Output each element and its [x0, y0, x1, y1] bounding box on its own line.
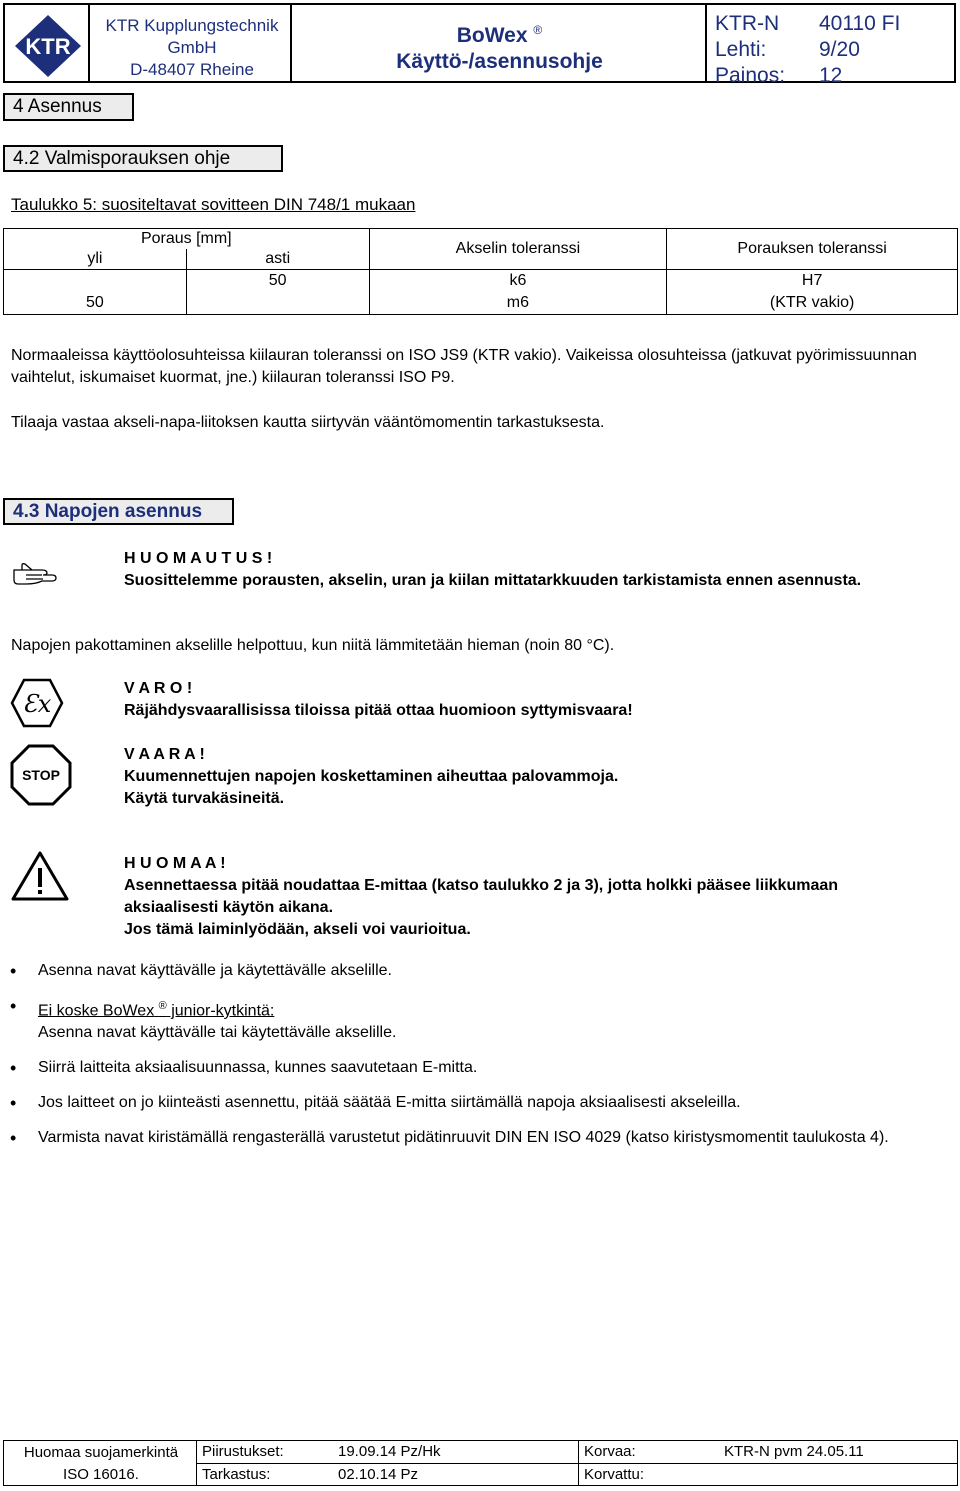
pointing-hand-icon	[12, 562, 58, 586]
company-address: D-48407 Rheine	[130, 60, 254, 79]
customer-responsibility-paragraph: Tilaaja vastaa akseli-napa-liitoksen kautta siirtyvän vääntömomentin tarkastuksesta.	[11, 414, 605, 431]
header-divider	[88, 5, 90, 81]
note-text: Suosittelemme porausten, akselin, uran ja kiilan mittatarkkuuden tarkistamista ennen asennusta.	[124, 572, 862, 589]
registered-mark: ®	[533, 23, 543, 37]
table-cell: (KTR vakio)	[667, 292, 958, 315]
hole-tolerance-header: Porauksen toleranssi	[667, 229, 958, 270]
list-item: • Jos laitteet on jo kiinteästi asennettu, pitää säätää E-mitta siirtämällä napoja aksiaalisesti akseleilla.	[0, 1092, 940, 1114]
to-header: asti	[186, 249, 369, 270]
bore-header: Poraus [mm]	[4, 229, 370, 250]
doc-label: KTR-N	[715, 12, 780, 35]
note-text: Asennettaessa pitää noudattaa E-mittaa (katso taulukko 2 ja 3), jotta holkki pääsee liikkumaan aksiaalisesti käytön aikana.	[124, 877, 839, 916]
header-divider	[290, 5, 292, 81]
list-item: • Asenna navat käyttävälle ja käytettävälle akselille.	[0, 960, 940, 982]
from-header: yli	[4, 249, 187, 270]
note-text: Jos tämä laiminlyödään, akseli voi vaurioitua.	[124, 921, 471, 938]
table-row	[4, 292, 958, 315]
keyway-tolerance-paragraph: Normaaleissa käyttöolosuhteissa kiilauran toleranssi on ISO JS9 (KTR vakio). Vaikeissa olosuhteissa (jatkuvat pyörimissuunnan vaihtelut, iskumaiset kuormat, jne.) kiilauran toleranssi ISO P9.	[11, 347, 917, 386]
svg-text:Ɛx: Ɛx	[22, 690, 52, 718]
company-form: GmbH	[167, 38, 217, 57]
explosion-hazard-icon	[10, 678, 64, 728]
list-item: • Siirrä laitteita aksiaalisuunnassa, kunnes saavutetaan E-mitta.	[0, 1057, 940, 1079]
shaft-tolerance-header: Akselin toleranssi	[369, 229, 667, 270]
note-title: H U O M A U T U S !	[124, 550, 273, 567]
page-number: 9/20	[819, 38, 860, 61]
section-heading-4-3: 4.3 Napojen asennus	[3, 498, 234, 525]
product-block	[297, 17, 702, 75]
table-cell: H7	[667, 270, 958, 293]
tolerance-table	[3, 228, 958, 315]
exception-heading: • Ei koske BoWex ® junior-kytkintä:	[38, 1000, 275, 1020]
company-name: KTR Kupplungstechnik	[105, 16, 279, 35]
document-meta	[715, 11, 900, 89]
table-caption: Taulukko 5: suositeltavat sovitteen DIN 748/1 mukaan	[11, 195, 416, 214]
checked-label: Tarkastus:	[202, 1466, 271, 1483]
section-heading-4-2: 4.2 Valmisporauksen ohje	[3, 145, 283, 172]
table-header-row	[4, 229, 958, 250]
note-text: Käytä turvakäsineitä.	[124, 790, 285, 807]
stop-icon	[10, 744, 72, 806]
document-header	[3, 3, 956, 87]
table-cell: k6	[369, 270, 667, 293]
note-danger	[124, 744, 924, 810]
company-block	[97, 15, 287, 81]
edition-label: Painos:	[715, 64, 786, 87]
table-cell: 50	[4, 292, 187, 315]
replaces-value: KTR-N pvm 24.05.11	[724, 1443, 864, 1460]
checked-value: 02.10.14 Pz	[338, 1466, 419, 1483]
svg-text:KTR: KTR	[25, 34, 71, 59]
note-text: Kuumennettujen napojen koskettaminen aiheuttaa palovammoja.	[124, 768, 619, 785]
note-title: V A R O !	[124, 680, 193, 697]
protection-notice: Huomaa suojamerkintä ISO 16016.	[23, 1444, 179, 1483]
replaced-by-label: Korvattu:	[584, 1466, 645, 1483]
note-text: Räjähdysvaarallisissa tiloissa pitää ottaa huomioon syttymisvaara!	[124, 702, 633, 719]
table-cell	[186, 292, 369, 315]
note-attention	[124, 853, 924, 941]
table-cell	[4, 270, 187, 293]
product-name: BoWex	[456, 24, 528, 47]
doc-number: 40110 FI	[819, 12, 901, 35]
page-label: Lehti:	[715, 38, 767, 61]
list-item: • Ei koske BoWex ® junior-kytkintä: Asenna navat käyttävälle tai käytettävälle akselille.	[0, 995, 940, 1044]
table-row	[4, 270, 958, 293]
table-cell: 50	[186, 270, 369, 293]
drawn-value: 19.09.14 Pz/Hk	[338, 1443, 441, 1460]
note-title: V A A R A !	[124, 746, 205, 763]
ktr-logo	[13, 13, 83, 79]
note-caution	[124, 678, 924, 722]
list-item: • Varmista navat kiristämällä rengasterällä varustetut pidätinruuvit DIN EN ISO 4029 (katso kiristysmomentit taulukosta 4).	[0, 1127, 940, 1149]
edition-number: 12	[819, 64, 843, 87]
section-heading-4: 4 Asennus	[3, 93, 134, 121]
drawn-label: Piirustukset:	[202, 1443, 284, 1460]
heating-paragraph: Napojen pakottaminen akselille helpottuu, kun niitä lämmitetään hieman (noin 80 °C).	[11, 637, 615, 654]
document-subtitle: Käyttö-/asennusohje	[396, 50, 603, 73]
warning-icon	[10, 850, 70, 902]
header-divider	[705, 5, 707, 81]
replaces-label: Korvaa:	[584, 1443, 636, 1460]
document-footer	[3, 1440, 958, 1486]
table-cell: m6	[369, 292, 667, 315]
note-title: H U O M A A !	[124, 855, 226, 872]
note-remark	[124, 548, 924, 592]
installation-steps	[0, 960, 940, 1149]
stop-icon-text: STOP	[22, 767, 60, 783]
